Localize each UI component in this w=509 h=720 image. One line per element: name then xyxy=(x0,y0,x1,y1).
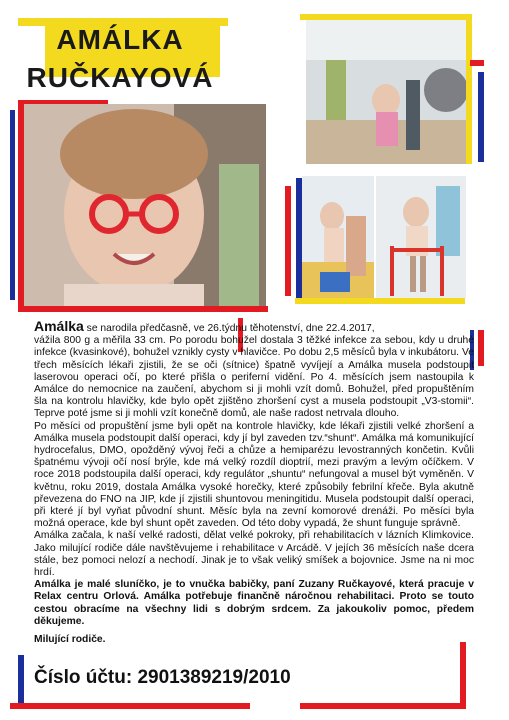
red-frame-bottom-right-h xyxy=(300,703,466,709)
red-frame-right xyxy=(470,60,484,66)
photo-girl-with-helper xyxy=(302,176,374,298)
story-paragraph: Amálka začala, k naší velké radosti, dělat velké pokroky, při rehabilitacích v lázních Klimkovice. Jako milující rodiče dále navštěvujeme i rehabilitace v Arcádě. V jejích 36 měsících naše dcera stále, bez pomoci nelozí a nechodí. Jinak je to však veliký smíšek a bojovnice. Jsme na ni moc hrdí. xyxy=(34,530,474,579)
photo-rehab-gym xyxy=(306,20,466,164)
blue-frame-right xyxy=(478,72,484,162)
red-frame-bottom-right xyxy=(460,642,466,706)
intro-line xyxy=(34,320,474,335)
story-paragraph: Po měsíci od propuštění jsme byli opět na kontrole hlavičky, kde lékaři zjistili velké zhoršení a Amálka musela podstoupit další operaci, kdy jí byl zaveden tzv.“shunt“. Amálka má komunikující hydrocefalus, DMO, opožděný vývoj řeči a chůze a hemiparézu levostranných končetin. Kvůli špatnému vývoji očí nosí brýle, kde má velký rozdíl dioptrií, mezi pravým a levým očíčkem. V roce 2018 podstoupila další operaci, kdy regulátor „shuntu“ nefungoval a musel být vyměněn. V květnu, roku 2019, dostala Amálka vysoké horečky, které způsobily febrilní křeče. Byla akutně převezena do FNO na JIP, kde jí zjistili shuntovou meningitidu. Musela podstoupit další operaci, při které jí byl vyňat původní shunt. Měsíc byla na zevní komorové drenáži. Po měsíci byla možná operace, kde byl shunt opět zaveden. Od této doby vypadá, že shunt funguje správně. xyxy=(34,420,474,530)
blue-frame-left xyxy=(10,110,15,300)
story-text xyxy=(34,320,474,646)
story-paragraph: vážila 800 g a měřila 33 cm. Po porodu bohužel dostala 3 těžké infekce za sebou, kdy u druhé infekce (kvasinkové), bohužel vznikly cysty v hlavičce. Po dobu 2,5 měsíců byla v inkubátoru. Ve třech měsících lékaři zjistili, že se oči (sítnice) špatně vyvíjejí a Amálka musela podstoupit laserovou operaci očí, po které přišla o periferní vidění. Po 4. měsících jsem nastoupila k Amálce do nemocnice na zaučení, abychom si ji mohli vzít domů. Bohužel, před propuštěním šla na kontrolu hlavičky, kde bylo opět zjištěno zhoršení cyst a musela podstoupit „V3-stomii“. Teprve poté jsme si ji mohli vzít konečně domů, ale naše radost netrvala dlouho. xyxy=(34,335,474,420)
child-name: Amálka xyxy=(34,318,84,334)
appeal-paragraph: Amálka je malé sluníčko, je to vnučka babičky, paní Zuzany Ručkayové, která pracuje v Relax centru Orlová. Amálka potřebuje finančně náročnou rehabilitaci. Proto se touto cestou obracíme na všechny lidi s dobrým srdcem. Za jakoukoliv pomoc, předem děkujeme. xyxy=(34,579,474,627)
title-surname: RUČKAYOVÁ xyxy=(26,62,214,93)
red-frame-bottom-left xyxy=(10,703,250,709)
photo-girl-walker xyxy=(376,176,466,298)
bank-account-number: Číslo účtu: 2901389219/2010 xyxy=(34,667,291,688)
red-frame-side-right xyxy=(478,330,484,366)
main-photo-girl-glasses xyxy=(24,104,266,306)
blue-frame-bottom xyxy=(18,655,24,707)
red-frame-middle xyxy=(285,186,291,296)
yellow-frame-right-side xyxy=(466,14,472,164)
intro-rest: se narodila předčasně, ve 26.týdnu těhotenství, dne 22.4.2017, xyxy=(83,323,375,334)
title-first-name: AMÁLKA xyxy=(56,24,184,55)
red-frame-bottom xyxy=(18,306,268,312)
signature: Milující rodiče. xyxy=(34,634,106,646)
yellow-frame-middle xyxy=(295,298,465,304)
